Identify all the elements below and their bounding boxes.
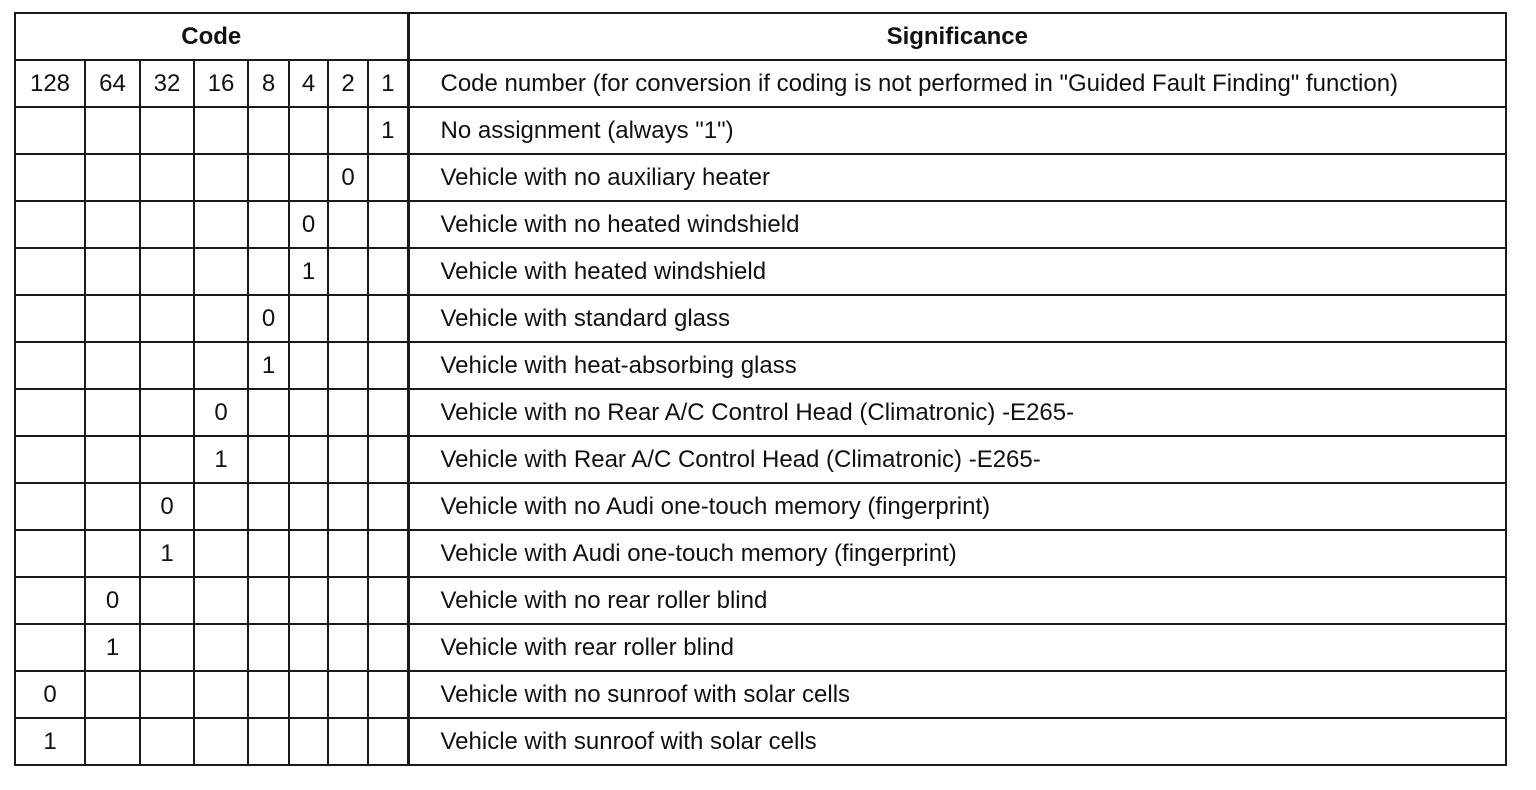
bit-cell <box>194 483 248 530</box>
bit-cell <box>85 107 140 154</box>
bit-cell: 1 <box>85 624 140 671</box>
bit-cell <box>289 107 328 154</box>
bit-cell <box>289 389 328 436</box>
bit-cell <box>368 342 408 389</box>
bit-cell <box>328 530 368 577</box>
bit-cell: 0 <box>194 389 248 436</box>
bit-cell <box>328 436 368 483</box>
bit-cell: 1 <box>140 530 194 577</box>
significance-header: Significance <box>408 13 1506 60</box>
bit-cell: 0 <box>15 671 85 718</box>
bit-cell <box>194 201 248 248</box>
bit-cell: 0 <box>248 295 289 342</box>
bit-cell <box>194 154 248 201</box>
bit-cell <box>368 201 408 248</box>
bit-cell <box>289 530 328 577</box>
table-row <box>15 483 1506 530</box>
table-row <box>15 718 1506 765</box>
table-body <box>15 60 1506 765</box>
bit-cell <box>85 154 140 201</box>
significance-cell: Vehicle with no heated windshield <box>408 201 1506 248</box>
bit-cell <box>15 483 85 530</box>
bit-cell <box>289 154 328 201</box>
bit-cell <box>194 248 248 295</box>
bit-cell: 1 <box>368 107 408 154</box>
bit-cell <box>248 671 289 718</box>
bit-cell <box>140 718 194 765</box>
significance-cell: Vehicle with heat-absorbing glass <box>408 342 1506 389</box>
bit-cell <box>368 389 408 436</box>
bit-cell <box>328 107 368 154</box>
table-row <box>15 107 1506 154</box>
bit-cell <box>194 107 248 154</box>
bit-cell <box>15 342 85 389</box>
bit-cell <box>85 295 140 342</box>
bit-cell <box>85 201 140 248</box>
significance-cell: Vehicle with no Rear A/C Control Head (Climatronic) -E265- <box>408 389 1506 436</box>
bit-cell <box>15 154 85 201</box>
bit-cell <box>328 201 368 248</box>
bit-cell <box>248 436 289 483</box>
bit-cell <box>85 342 140 389</box>
bit-cell <box>194 577 248 624</box>
bit-value-cell: 128 <box>15 60 85 107</box>
significance-cell: Vehicle with no sunroof with solar cells <box>408 671 1506 718</box>
significance-cell: Vehicle with sunroof with solar cells <box>408 718 1506 765</box>
bit-cell <box>140 671 194 718</box>
bit-cell <box>194 671 248 718</box>
bit-cell <box>248 718 289 765</box>
bit-value-row <box>15 60 1506 107</box>
bit-value-cell: 64 <box>85 60 140 107</box>
significance-cell: Vehicle with rear roller blind <box>408 624 1506 671</box>
table-row <box>15 577 1506 624</box>
table-row <box>15 295 1506 342</box>
bit-cell <box>140 107 194 154</box>
bit-cell: 0 <box>140 483 194 530</box>
significance-cell: No assignment (always "1") <box>408 107 1506 154</box>
bit-cell <box>140 624 194 671</box>
bit-cell <box>368 624 408 671</box>
table-row <box>15 671 1506 718</box>
bit-cell <box>248 154 289 201</box>
bit-cell <box>85 530 140 577</box>
bit-cell: 0 <box>328 154 368 201</box>
bit-cell <box>15 577 85 624</box>
bit-cell <box>289 718 328 765</box>
table-row <box>15 436 1506 483</box>
bit-cell <box>248 577 289 624</box>
bit-cell <box>15 436 85 483</box>
bit-cell <box>140 154 194 201</box>
bit-cell: 1 <box>248 342 289 389</box>
bit-cell <box>15 201 85 248</box>
bit-cell <box>194 295 248 342</box>
bit-value-cell: 8 <box>248 60 289 107</box>
bit-cell <box>328 248 368 295</box>
bit-cell <box>85 436 140 483</box>
bit-cell <box>328 483 368 530</box>
bit-cell <box>194 718 248 765</box>
significance-cell: Vehicle with Audi one-touch memory (fingerprint) <box>408 530 1506 577</box>
bit-cell <box>15 530 85 577</box>
bit-cell <box>328 295 368 342</box>
bit-cell <box>289 342 328 389</box>
bit-cell <box>194 624 248 671</box>
bit-cell <box>85 671 140 718</box>
bit-cell <box>368 248 408 295</box>
bit-cell <box>328 671 368 718</box>
bit-cell <box>248 530 289 577</box>
bit-cell <box>15 295 85 342</box>
bit-cell <box>15 624 85 671</box>
table-row <box>15 389 1506 436</box>
significance-cell: Vehicle with no auxiliary heater <box>408 154 1506 201</box>
significance-cell: Vehicle with no rear roller blind <box>408 577 1506 624</box>
bit-cell <box>328 718 368 765</box>
bit-cell <box>328 577 368 624</box>
bit-cell <box>85 248 140 295</box>
bit-cell <box>85 389 140 436</box>
bit-cell <box>248 624 289 671</box>
significance-cell: Vehicle with standard glass <box>408 295 1506 342</box>
table-row <box>15 624 1506 671</box>
bit-cell <box>194 530 248 577</box>
bit-cell <box>248 201 289 248</box>
bit-cell <box>140 248 194 295</box>
bit-cell: 1 <box>194 436 248 483</box>
bit-cell <box>248 248 289 295</box>
table-row <box>15 201 1506 248</box>
bit-cell: 1 <box>289 248 328 295</box>
bit-cell <box>140 389 194 436</box>
bit-cell <box>368 436 408 483</box>
code-header: Code <box>15 13 408 60</box>
bit-cell: 0 <box>85 577 140 624</box>
bit-cell <box>328 389 368 436</box>
bit-cell <box>289 483 328 530</box>
bit-cell <box>368 483 408 530</box>
bit-cell: 1 <box>15 718 85 765</box>
bit-cell <box>140 342 194 389</box>
bit-cell <box>194 342 248 389</box>
bit-cell <box>289 624 328 671</box>
bit-cell <box>85 483 140 530</box>
bit-cell <box>140 436 194 483</box>
bit-value-cell: 4 <box>289 60 328 107</box>
bit-cell <box>328 624 368 671</box>
header-row <box>15 13 1506 60</box>
bit-cell <box>140 295 194 342</box>
bit-cell <box>328 342 368 389</box>
bit-cell <box>140 577 194 624</box>
bit-cell <box>15 107 85 154</box>
bit-cell <box>15 389 85 436</box>
bit-value-cell: 32 <box>140 60 194 107</box>
table-row <box>15 342 1506 389</box>
table-row <box>15 530 1506 577</box>
coding-table <box>14 12 1507 766</box>
bit-cell <box>289 295 328 342</box>
bit-cell <box>368 718 408 765</box>
bit-cell <box>289 671 328 718</box>
bit-cell: 0 <box>289 201 328 248</box>
bit-cell <box>368 577 408 624</box>
bit-cell <box>368 671 408 718</box>
significance-cell: Vehicle with heated windshield <box>408 248 1506 295</box>
bit-cell <box>368 530 408 577</box>
bit-value-cell: 1 <box>368 60 408 107</box>
bit-cell <box>15 248 85 295</box>
table-row <box>15 248 1506 295</box>
bit-cell <box>289 436 328 483</box>
bit-cell <box>248 107 289 154</box>
bit-cell <box>368 295 408 342</box>
significance-cell: Vehicle with no Audi one-touch memory (fingerprint) <box>408 483 1506 530</box>
significance-cell: Vehicle with Rear A/C Control Head (Climatronic) -E265- <box>408 436 1506 483</box>
bit-cell <box>85 718 140 765</box>
bit-value-cell: 16 <box>194 60 248 107</box>
bit-cell <box>140 201 194 248</box>
bit-cell <box>248 483 289 530</box>
significance-cell: Code number (for conversion if coding is not performed in "Guided Fault Finding" function) <box>408 60 1506 107</box>
bit-cell <box>368 154 408 201</box>
bit-value-cell: 2 <box>328 60 368 107</box>
bit-cell <box>289 577 328 624</box>
table-row <box>15 154 1506 201</box>
bit-cell <box>248 389 289 436</box>
